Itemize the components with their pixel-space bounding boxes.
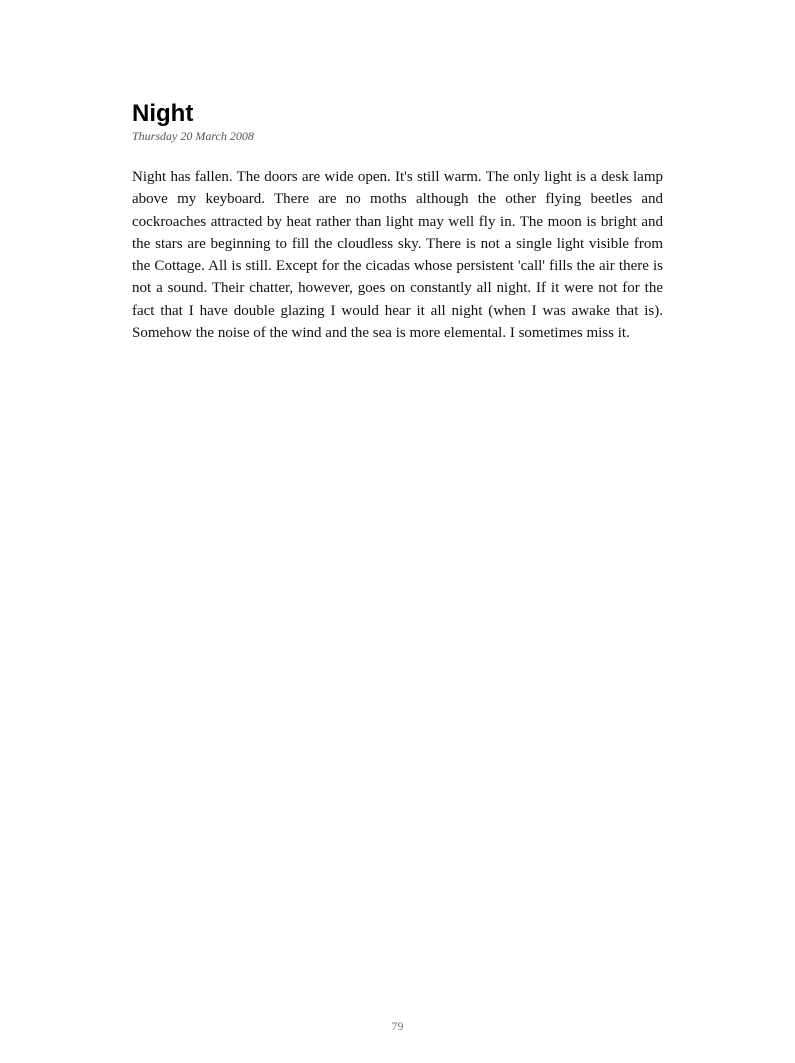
entry-date: Thursday 20 March 2008: [132, 129, 254, 143]
page-number: 79: [391, 1019, 404, 1033]
entry-body: Night has fallen. The doors are wide open. It's still warm. The only light is a desk lamp above my keyboard. There are no moths although the other flying beetles and cockroaches attracted by heat rather than light may well fly in. The moon is bright and the stars are beginning to fill the cloudless sky. There is not a single light visible from the Cottage. All is still. Except for the cicadas whose persistent 'call' fills the air there is not a sound. Their chatter, however, goes on constantly all night. If it were not for the fact that I have double glazing I would hear it all night (when I was awake that is). Somehow the noise of the wind and the sea is more elemental. I sometimes miss it.: [132, 169, 663, 342]
entry-title: Night: [132, 100, 194, 127]
